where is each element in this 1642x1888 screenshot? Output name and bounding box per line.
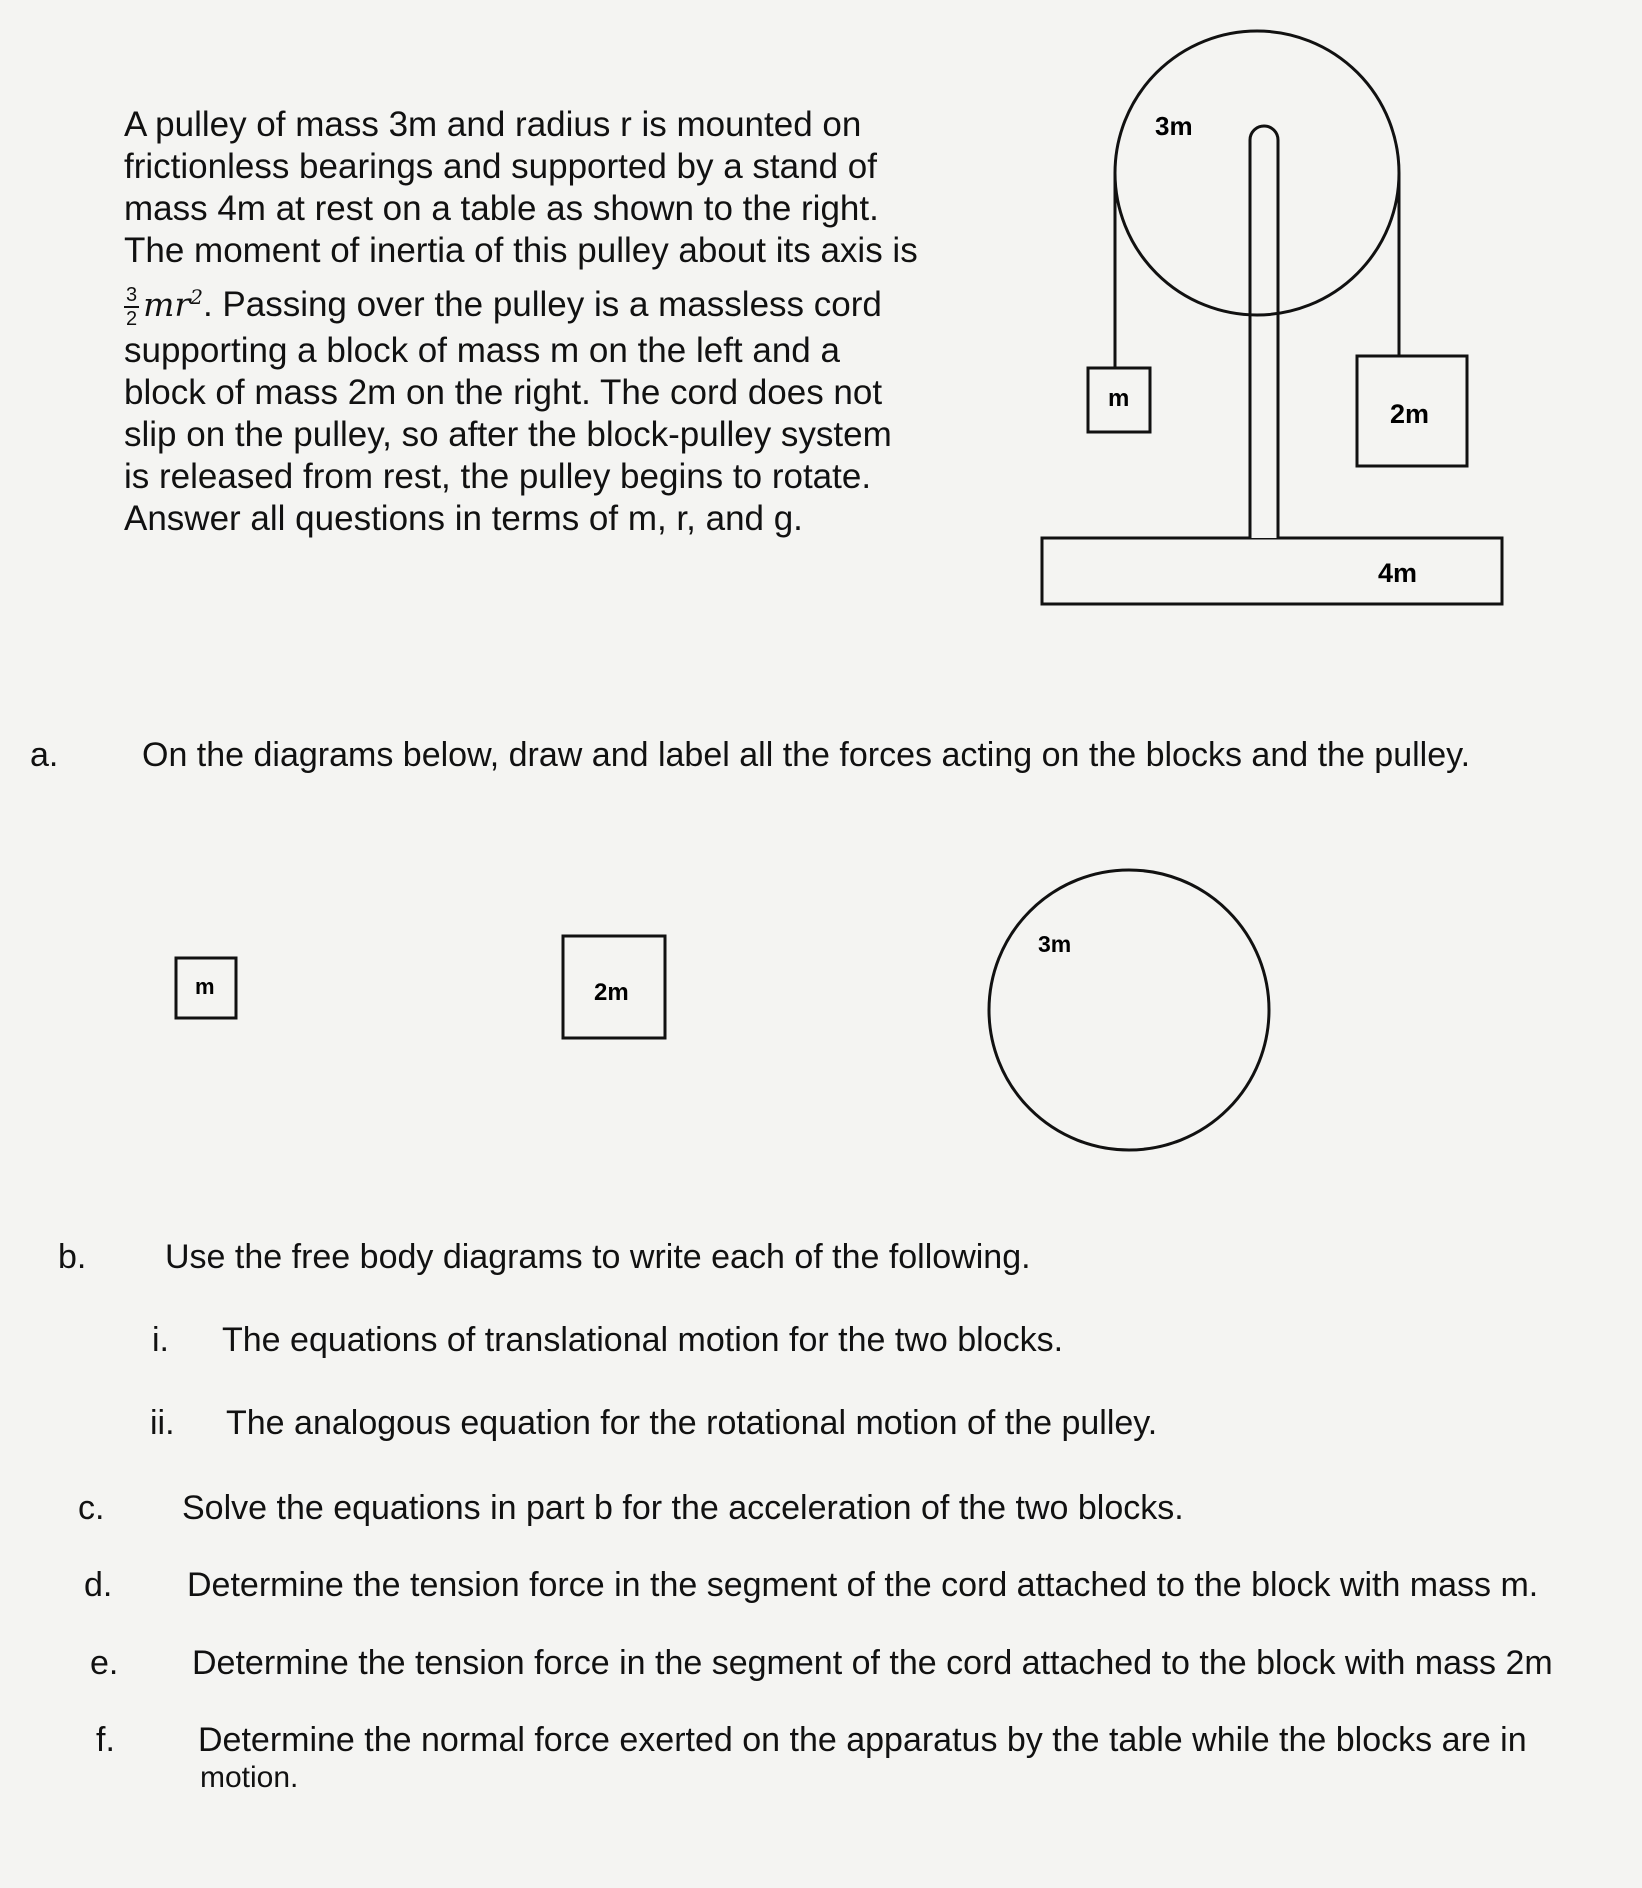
question-d-label: d. [84, 1566, 113, 1604]
fbd-block-2m-label: 2m [594, 979, 629, 1006]
stand-post [1250, 126, 1278, 538]
question-b-i [0, 1320, 1642, 1362]
fbd-block-m-label: m [195, 974, 215, 999]
block-m-label: m [1108, 385, 1130, 412]
intro-line: is released from rest, the pulley begins to rotate. [124, 456, 872, 496]
question-c-label: c. [78, 1489, 105, 1527]
intro-line: mass 4m at rest on a table as shown to the right. [124, 189, 879, 228]
question-f-text-line2: motion. [200, 1761, 299, 1794]
question-e-label: e. [90, 1644, 119, 1682]
block-2m-label: 2m [1390, 399, 1430, 429]
question-f-label: f. [96, 1721, 115, 1759]
intro-line: supporting a block of mass m on the left and a [124, 330, 840, 370]
fbd-pulley-label: 3m [1038, 931, 1072, 957]
fraction-numerator: 3 [126, 283, 138, 306]
intro-line: frictionless bearings and supported by a stand of [124, 147, 877, 186]
question-c-text: Solve the equations in part b for the acceleration of the two blocks. [182, 1489, 1184, 1527]
intro-line: The moment of inertia of this pulley about its axis is [124, 231, 918, 270]
pulley-label: 3m [1155, 111, 1193, 141]
question-b-ii-text: The analogous equation for the rotational motion of the pulley. [226, 1404, 1158, 1442]
intro-line: slip on the pulley, so after the block-pulley system [124, 414, 892, 454]
inertia-base: mr [143, 285, 191, 324]
fbd-pulley [989, 870, 1269, 1150]
question-b-i-text: The equations of translational motion for the two blocks. [222, 1321, 1064, 1359]
fraction-denominator: 2 [126, 307, 138, 330]
question-b-i-label: i. [152, 1321, 169, 1359]
question-b-text: Use the free body diagrams to write each of the following. [165, 1238, 1031, 1276]
question-e-text: Determine the tension force in the segment of the cord attached to the block with mass 2m [192, 1644, 1553, 1682]
stand-base [1042, 538, 1502, 604]
question-b-ii [0, 1403, 1642, 1445]
question-a-label: a. [30, 736, 59, 774]
question-b [0, 1237, 1642, 1279]
question-f-text-line1: Determine the normal force exerted on the apparatus by the table while the blocks are in [198, 1721, 1527, 1759]
intro-line-rest: . Passing over the pulley is a massless cord [202, 285, 882, 324]
question-c [0, 1488, 1642, 1530]
question-a [0, 735, 1642, 777]
question-d [0, 1565, 1642, 1607]
inertia-exponent: 2 [190, 285, 203, 309]
intro-line: A pulley of mass 3m and radius r is mounted on [124, 105, 862, 144]
question-a-text: On the diagrams below, draw and label all the forces acting on the blocks and the pulley. [142, 736, 1471, 774]
question-d-text: Determine the tension force in the segment of the cord attached to the block with mass m. [187, 1566, 1539, 1604]
stand-base-label: 4m [1378, 558, 1418, 588]
question-b-ii-label: ii. [150, 1404, 175, 1442]
intro-line: Answer all questions in terms of m, r, and g. [124, 498, 803, 538]
question-b-label: b. [58, 1238, 87, 1276]
question-f [0, 1720, 1642, 1804]
intro-line: block of mass 2m on the right. The cord does not [124, 372, 883, 412]
question-e [0, 1643, 1642, 1685]
